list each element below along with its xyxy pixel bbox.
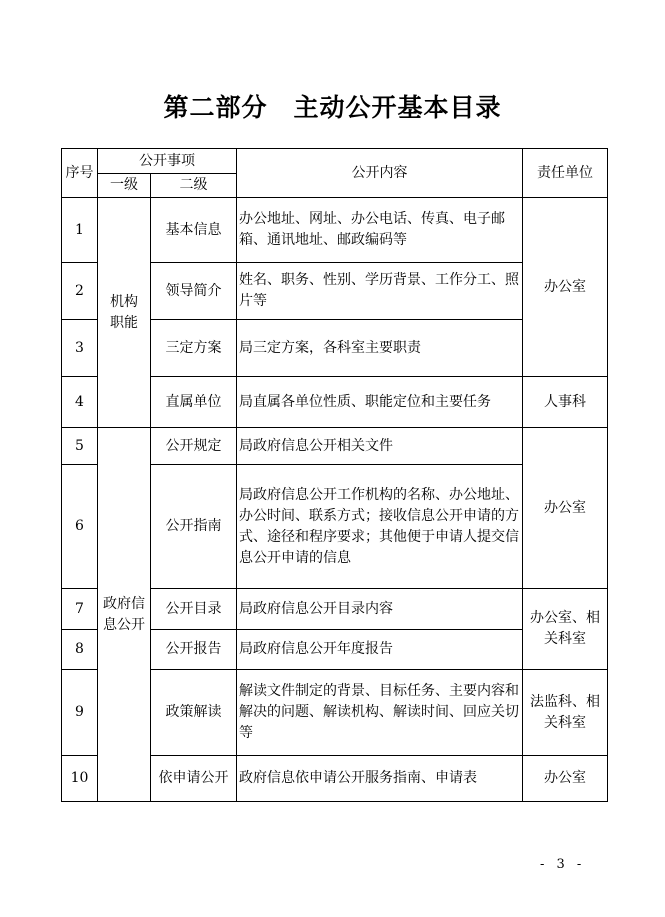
row-unit: 法监科、相关科室 — [523, 670, 608, 756]
page-title: 第二部分 主动公开基本目录 — [163, 93, 502, 122]
row-unit: 办公室 — [523, 428, 608, 589]
row-level2: 公开指南 — [151, 465, 237, 589]
header-content: 公开内容 — [237, 149, 523, 198]
row-level2: 公开报告 — [151, 630, 237, 670]
row-content: 办公地址、网址、办公电话、传真、电子邮箱、通讯地址、邮政编码等 — [237, 198, 523, 263]
group-level1: 机构 职能 — [98, 198, 151, 428]
row-seq: 7 — [62, 589, 98, 630]
row-seq: 3 — [62, 320, 98, 377]
row-content: 局三定方案，各科室主要职责 — [237, 320, 523, 377]
disclosure-catalog-table — [61, 148, 608, 802]
row-level2: 政策解读 — [151, 670, 237, 756]
row-unit: 办公室 — [523, 756, 608, 802]
row-seq: 6 — [62, 465, 98, 589]
row-content: 局政府信息公开年度报告 — [237, 630, 523, 670]
row-content: 局政府信息公开工作机构的名称、办公地址、办公时间、联系方式；接收信息公开申请的方式、途径和程序要求；其他便于申请人提交信息公开申请的信息 — [237, 465, 523, 589]
row-seq: 8 — [62, 630, 98, 670]
header-level2: 二级 — [151, 174, 237, 198]
row-content: 解读文件制定的背景、目标任务、主要内容和解决的问题、解读机构、解读时间、回应关切等 — [237, 670, 523, 756]
row-level2: 依申请公开 — [151, 756, 237, 802]
header-level1: 一级 — [98, 174, 151, 198]
header-seq: 序号 — [62, 149, 98, 198]
row-level2: 基本信息 — [151, 198, 237, 263]
row-unit: 办公室 — [523, 198, 608, 377]
row-level2: 公开规定 — [151, 428, 237, 465]
page-number: - 3 - — [540, 857, 586, 872]
row-level2: 三定方案 — [151, 320, 237, 377]
row-seq: 5 — [62, 428, 98, 465]
row-unit: 办公室、相关科室 — [523, 589, 608, 670]
row-content: 姓名、职务、性别、学历背景、工作分工、照片等 — [237, 263, 523, 320]
row-level2: 直属单位 — [151, 377, 237, 428]
header-unit: 责任单位 — [523, 149, 608, 198]
row-seq: 1 — [62, 198, 98, 263]
row-seq: 10 — [62, 756, 98, 802]
row-content: 政府信息依申请公开服务指南、申请表 — [237, 756, 523, 802]
header-item: 公开事项 — [98, 149, 237, 174]
row-level2: 领导简介 — [151, 263, 237, 320]
row-seq: 2 — [62, 263, 98, 320]
row-level2: 公开目录 — [151, 589, 237, 630]
row-content: 局政府信息公开相关文件 — [237, 428, 523, 465]
row-unit: 人事科 — [523, 377, 608, 428]
group-level1: 政府信 息公开 — [98, 428, 151, 802]
row-seq: 9 — [62, 670, 98, 756]
row-content: 局政府信息公开目录内容 — [237, 589, 523, 630]
row-content: 局直属各单位性质、职能定位和主要任务 — [237, 377, 523, 428]
row-seq: 4 — [62, 377, 98, 428]
